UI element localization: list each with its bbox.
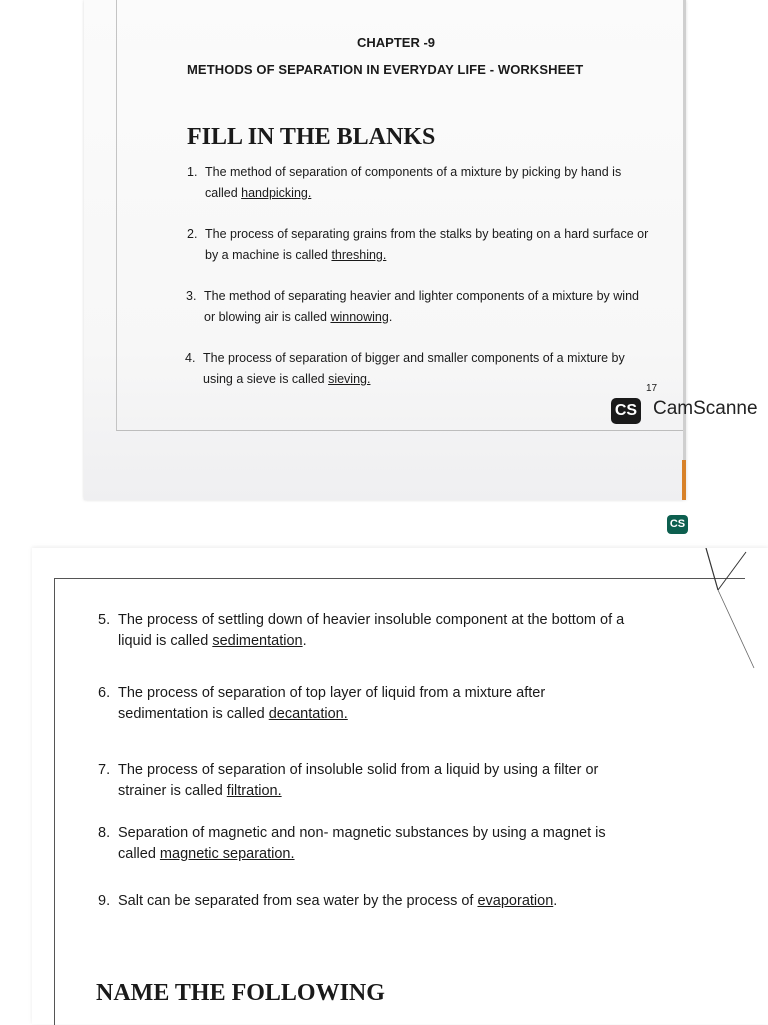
question-4: 4. The process of separation of bigger and smaller components of a mixture by using a sieve is called sieving.	[185, 351, 625, 386]
question-2: 2. The process of separating grains from the stalks by beating on a hard surface or by a machine is called threshing.	[187, 227, 649, 262]
answer-blank: decantation.	[268, 706, 348, 722]
answer-blank: threshing.	[331, 248, 387, 262]
question-6: 6. The process of separation of top layer of liquid from a mixture after sedimentation is called decantation.	[98, 685, 546, 722]
answer-blank: winnowing	[330, 310, 389, 324]
chapter-title: CHAPTER -9	[357, 35, 436, 50]
page-number: 17	[646, 383, 658, 394]
answer-blank: filtration.	[226, 783, 282, 799]
worksheet-page-1	[84, 0, 758, 500]
answer-blank: handpicking.	[241, 186, 312, 200]
question-7: 7. The process of separation of insoluble solid from a liquid by using a filter or strainer is called filtration.	[98, 762, 599, 799]
question-5: 5. The process of settling down of heavier insoluble component at the bottom of a liquid is called sedimentation.	[98, 612, 625, 649]
question-1: 1. The method of separation of components of a mixture by picking by hand is called handpicking.	[187, 165, 622, 200]
paper-fold-marks	[702, 548, 768, 688]
worksheet-title: METHODS OF SEPARATION IN EVERYDAY LIFE - WORKSHEET	[187, 62, 584, 77]
question-3: 3. The method of separating heavier and lighter components of a mixture by wind or blowing air is called winnowing.	[186, 289, 639, 324]
camscanner-logo-icon: CS	[611, 398, 641, 424]
question-9: 9. Salt can be separated from sea water by the process of evaporation.	[98, 893, 558, 909]
answer-blank: magnetic separation.	[159, 846, 295, 862]
answer-blank: evaporation	[477, 893, 554, 909]
section-heading-name-the-following: NAME THE FOLLOWING	[96, 980, 385, 1006]
worksheet-page-2	[32, 548, 768, 1024]
page-1-frame	[116, 0, 683, 431]
section-heading-fill-in-the-blanks: FILL IN THE BLANKS	[187, 124, 436, 150]
camscanner-badge-icon: CS	[667, 515, 688, 534]
camscanner-watermark: CamScanne	[653, 398, 758, 419]
answer-blank: sedimentation	[212, 633, 303, 649]
question-8: 8. Separation of magnetic and non- magnetic substances by using a magnet is called magnetic separation.	[98, 825, 606, 862]
page-edge-accent	[682, 460, 686, 500]
page-edge	[683, 0, 686, 500]
answer-blank: sieving.	[328, 372, 371, 386]
